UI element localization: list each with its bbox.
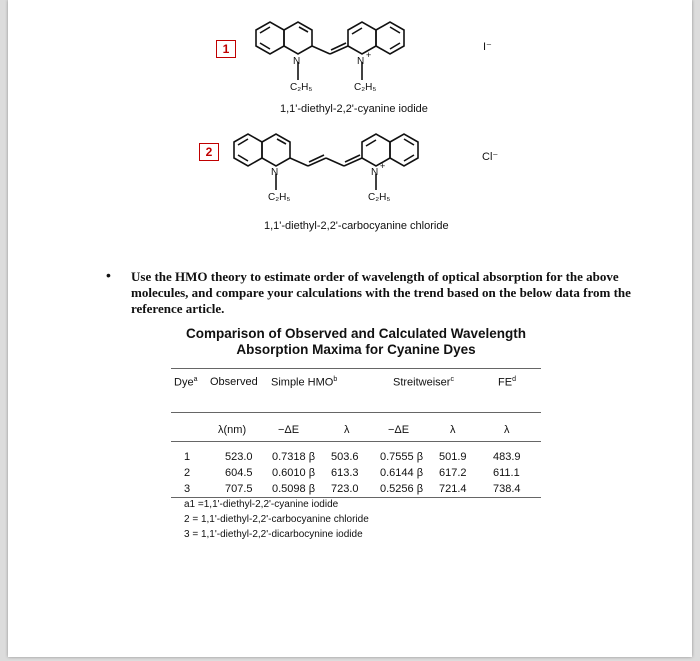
header-observed: Observed [210,376,258,388]
question-text: Use the HMO theory to estimate order of wavelength of optical absorption for the above molecules, and compare your calculations with the trend based on the below data from the reference article. [131,269,631,316]
structure-2-label-box: 2 [199,143,219,161]
structure-2-ethyl-left: C₂H₅ [268,192,291,203]
table-row-3-observed: 707.5 [225,483,253,495]
table-row-3-hmo-de: 0.5098 β [272,483,316,495]
structure-2-ethyl-right: C₂H₅ [368,192,391,203]
subheader-hmo-delta-e: −ΔE [278,424,300,436]
structure-2-drawing [8,0,692,240]
structure-2-n-charge: + [380,161,386,171]
table-row-2-streit-lambda: 617.2 [439,467,467,479]
header-streitweiser: Streitweiser$^c$ [393,376,454,389]
structure-2-counterion: Cl⁻ [482,151,499,163]
table-row-1-fe: 483.9 [493,451,521,463]
structure-1-ethyl-left: C₂H₅ [290,82,313,93]
subheader-observed-lambda: λ(nm) [218,424,247,436]
header-fe: $FE^d$ [498,376,516,389]
structure-1-counterion: I⁻ [483,41,492,53]
structure-1-ethyl-right: C₂H₅ [354,82,377,93]
table-row-2-fe: 611.1 [493,467,520,479]
table-row-2-hmo-de: 0.6010 β [272,467,316,479]
table-row-1-streit-de: 0.7555 β [380,451,424,463]
table-bottom-rule [171,497,541,498]
structure-1-n-right: N [357,56,365,67]
table-row-1-dye: 1 [184,451,191,463]
subheader-streit-delta-e: −ΔE [388,424,410,436]
structure-1-label-box: 1 [216,40,236,58]
subheader-fe-lambda: λ [504,424,510,436]
table-row-1-hmo-lambda: 503.6 [331,451,359,463]
table-top-rule [171,368,541,369]
table-row-2-hmo-lambda: 613.3 [331,467,359,479]
table-row-1-hmo-de: 0.7318 β [272,451,316,463]
table-row-1-streit-lambda: 501.9 [439,451,467,463]
footnote-3: 3 = 1,1'-diethyl-2,2'-dicarbocynine iodide [184,529,363,540]
document-page [8,0,692,657]
table-title-line-2: Absorption Maxima for Cyanine Dyes [236,342,476,357]
header-dye: Dye$^a$ [174,376,198,389]
structure-2-caption: 1,1'-diethyl-2,2'-carbocyanine chloride [264,220,449,232]
subheader-hmo-lambda: λ [344,424,350,436]
table-header-rule [171,412,541,413]
structure-1-n-left: N [293,56,301,67]
table-row-3-dye: 3 [184,483,191,495]
footnote-2: 2 = 1,1'-diethyl-2,2'-carbocyanine chloride [184,514,369,525]
table-row-3-fe: 738.4 [493,483,521,495]
table-row-2-observed: 604.5 [225,467,253,479]
structure-2-n-left: N [271,167,279,178]
structure-1-n-charge: + [366,50,372,60]
table-row-3-streit-de: 0.5256 β [380,483,424,495]
table-row-3-hmo-lambda: 723.0 [331,483,359,495]
footnote-1: a1 =1,1'-diethyl-2,2'-cyanine iodide [184,499,339,510]
structure-2-n-right: N [371,167,379,178]
table-subheader-rule [171,441,541,442]
table-row-2-streit-de: 0.6144 β [380,467,424,479]
structure-1-caption: 1,1'-diethyl-2,2'-cyanine iodide [280,103,428,115]
table-row-2-dye: 2 [184,467,191,479]
table-row-1-observed: 523.0 [225,451,253,463]
header-simple-hmo: Simple HMO$^b$ [271,376,338,389]
table-title-line-1: Comparison of Observed and Calculated Wavelength [185,326,527,341]
table-title [166,326,546,358]
bullet-symbol: • [106,267,111,283]
subheader-streit-lambda: λ [450,424,456,436]
table-row-3-streit-lambda: 721.4 [439,483,467,495]
